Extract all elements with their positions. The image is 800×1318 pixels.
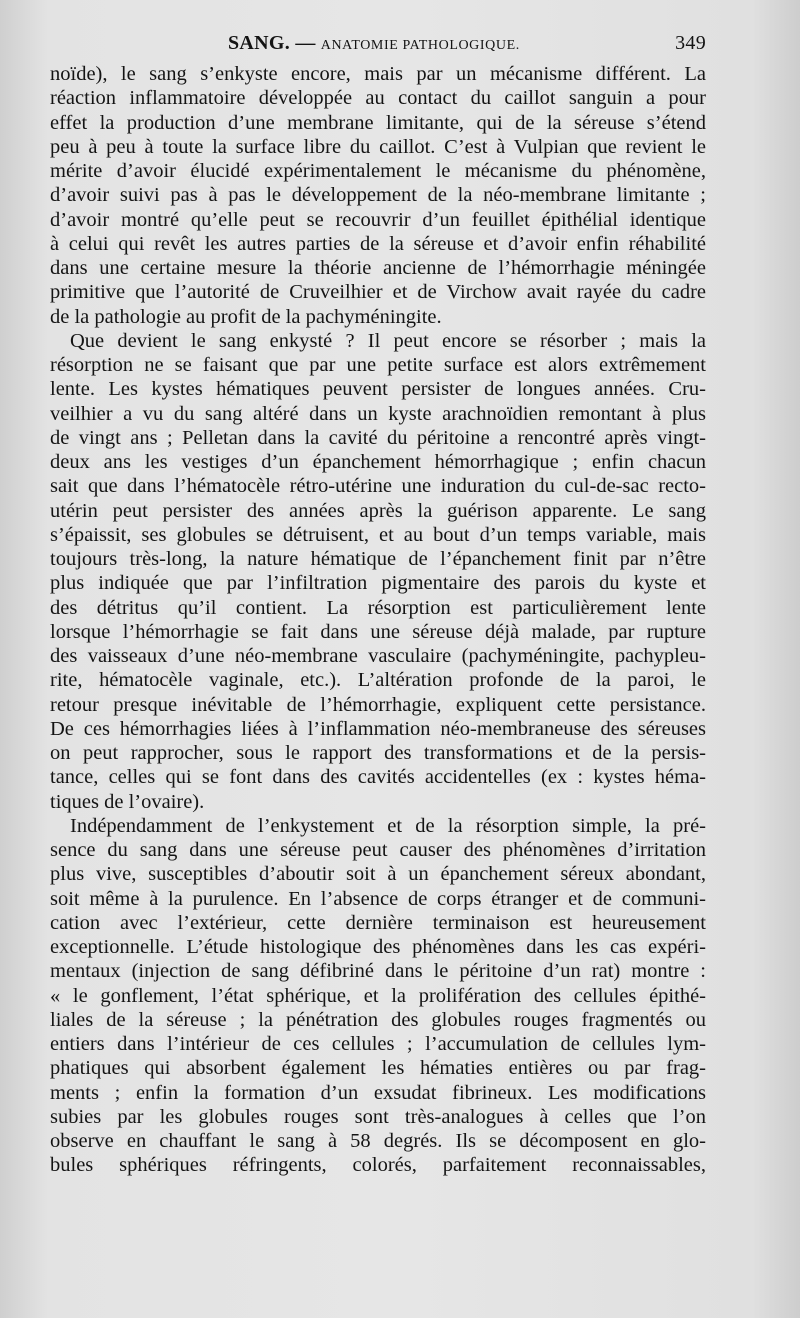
text-line: noïde), le sang s’enkyste encore, mais par un mécanisme différent. La	[50, 63, 706, 85]
text-line: réaction inflammatoire développée au contact du caillot sanguin a pour	[50, 87, 706, 110]
text-line: des détritus qu’il contient. La résorption est particulièrement lente	[50, 596, 706, 619]
text-line: sence du sang dans une séreuse peut causer des phénomènes d’irritation	[50, 839, 706, 861]
running-title	[228, 32, 520, 55]
page-number: 349	[675, 32, 706, 54]
text-line: à celui qui revêt les autres parties de la séreuse et d’avoir enfin réhabilité	[50, 232, 706, 255]
running-title-sub: ANATOMIE PATHOLOGIQUE.	[320, 38, 520, 53]
text-line: plus indiquée que par l’infiltration pigmentaire des parois du kyste et	[50, 572, 706, 595]
text-line: mérite d’avoir élucidé expérimentalement le mécanisme du phénomène,	[50, 160, 706, 182]
text-line: dans une certaine mesure la théorie ancienne de l’hémorrhagie méningée	[50, 257, 706, 279]
text-line: tiques de l’ovaire).	[50, 790, 205, 813]
text-line: toujours très-long, la nature hématique de l’épanchement finit par n’être	[50, 548, 706, 570]
text-line: exceptionnelle. L’étude histologique des phénomènes dans les cas expéri-	[50, 936, 706, 958]
text-line: lente. Les kystes hématiques peuvent persister de longues années. Cru-	[50, 378, 706, 401]
text-line: entiers dans l’intérieur de ces cellules ; l’accumulation de cellules lym-	[50, 1033, 706, 1055]
text-line: de la pathologie au profit de la pachyméningite.	[50, 305, 442, 328]
text-line: rite, hématocèle vaginale, etc.). L’altération profonde de la paroi, le	[50, 669, 706, 692]
text-line: deux ans les vestiges d’un épanchement hémorrhagique ; enfin chacun	[50, 451, 706, 473]
text-line: effet la production d’une membrane limitante, qui de la séreuse s’étend	[50, 111, 706, 134]
text-line: plus vive, susceptibles d’aboutir soit à un épanchement séreux abondant,	[50, 863, 706, 886]
text-line: s’épaissit, ses globules se détruisent, et au bout d’un temps variable, mais	[50, 523, 706, 546]
text-line: Que devient le sang enkysté ? Il peut encore se résorber ; mais la	[70, 329, 706, 352]
text-line: mentaux (injection de sang défibriné dans le péritoine d’un rat) montre :	[50, 960, 706, 983]
text-line: soit même à la purulence. En l’absence de corps étranger et de communi-	[50, 887, 706, 910]
text-line: d’avoir suivi pas à pas le développement de la néo-membrane limitante ;	[50, 184, 706, 207]
text-line: liales de la séreuse ; la pénétration des globules rouges fragmentés ou	[50, 1008, 706, 1031]
body-text	[50, 62, 706, 1178]
text-line: utérin peut persister des années après la guérison apparente. Le sang	[50, 499, 706, 522]
text-line: observe en chauffant le sang à 58 degrés. Ils se décomposent en glo-	[50, 1130, 706, 1152]
text-line: tance, celles qui se font dans des cavités accidentelles (ex : kystes héma-	[50, 766, 706, 789]
text-line: bules sphériques réfringents, colorés, parfaitement reconnaissables,	[50, 1154, 706, 1177]
text-line: cation avec l’extérieur, cette dernière terminaison est heureusement	[50, 911, 706, 934]
text-line: « le gonflement, l’état sphérique, et la prolifération des cellules épithé-	[50, 984, 706, 1007]
running-head	[50, 32, 706, 58]
text-line: subies par les globules rouges sont très-analogues à celles que l’on	[50, 1105, 706, 1128]
text-line: on peut rapprocher, sous le rapport des transformations et de la persis-	[50, 742, 706, 764]
text-line: Indépendamment de l’enkystement et de la résorption simple, la pré-	[70, 814, 706, 837]
text-line: lorsque l’hémorrhagie se fait dans une séreuse déjà malade, par rupture	[50, 620, 706, 643]
text-line: retour presque inévitable de l’hémorrhagie, expliquent cette persistance.	[50, 693, 706, 716]
text-line: ments ; enfin la formation d’un exsudat fibrineux. Les modifications	[50, 1081, 706, 1104]
text-line: primitive que l’autorité de Cruveilhier et de Virchow avait rayée du cadre	[50, 281, 706, 304]
text-line: phatiques qui absorbent également les hématies entières ou par frag-	[50, 1057, 706, 1080]
text-line: de vingt ans ; Pelletan dans la cavité du péritoine a rencontré après vingt-	[50, 426, 706, 449]
text-line: peu à peu à toute la surface libre du caillot. C’est à Vulpian que revient le	[50, 135, 706, 158]
text-line: des vaisseaux d’une néo-membrane vasculaire (pachyméningite, pachypleu-	[50, 645, 706, 667]
running-title-main: SANG. —	[228, 32, 316, 54]
text-line: d’avoir montré qu’elle peut se recouvrir d’un feuillet épithélial identique	[50, 208, 706, 231]
text-line: veilhier a vu du sang altéré dans un kyste arachnoïdien remontant à plus	[50, 402, 706, 425]
text-line: résorption ne se faisant que par une petite surface est alors extrêmement	[50, 354, 706, 376]
text-line: De ces hémorrhagies liées à l’inflammation néo-membraneuse des séreuses	[50, 717, 706, 740]
text-line: sait que dans l’hématocèle rétro-utérine une induration du cul-de-sac recto-	[50, 475, 706, 498]
